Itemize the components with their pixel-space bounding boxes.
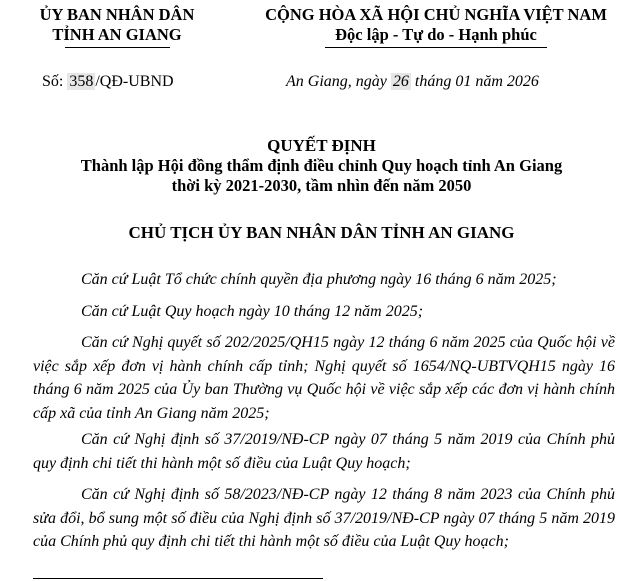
legal-basis-paragraph: Căn cứ Nghị định số 37/2019/NĐ-CP ngày 07 tháng 5 năm 2019 của Chính phủ quy định chi tiết thi hành một số điều của Luật Quy hoạch; <box>33 431 615 472</box>
legal-basis-paragraph: Căn cứ Luật Tổ chức chính quyền địa phương ngày 16 tháng 6 năm 2025; <box>81 271 557 288</box>
issuing-authority-line1: ỦY BAN NHÂN DÂN <box>39 5 195 24</box>
document-number-value[interactable]: 358 <box>69 73 94 90</box>
issue-date-rest: tháng 01 năm 2026 <box>414 73 539 90</box>
issuing-official: CHỦ TỊCH ỦY BAN NHÂN DÂN TỈNH AN GIANG <box>128 223 515 242</box>
nation-name: CỘNG HÒA XÃ HỘI CHỦ NGHĨA VIỆT NAM <box>265 5 607 24</box>
issuing-authority-line2: TỈNH AN GIANG <box>52 25 182 44</box>
legal-basis-paragraph: Căn cứ Nghị định số 58/2023/NĐ-CP ngày 12 tháng 8 năm 2023 của Chính phủ sửa đổi, bổ sung một số điều của Nghị định số 37/2019/NĐ-CP ngày 07 tháng 5 năm 2019 của Chính phủ quy định chi tiết thi hành một số điều của Luật Quy hoạch; <box>33 486 615 550</box>
legal-basis-paragraph: Căn cứ Nghị quyết số 202/2025/QH15 ngày 12 tháng 6 năm 2025 của Quốc hội về việc sắp xếp đơn vị hành chính cấp tỉnh; Nghị quyết số 1654/NQ-UBTVQH15 ngày 16 tháng 6 năm 2025 của Ủy ban Thường vụ Quốc hội về việc sắp xếp các đơn vị hành chính cấp xã của tỉnh An Giang năm 2025; <box>33 334 615 422</box>
issue-date <box>286 73 539 91</box>
authority-underline <box>65 47 170 48</box>
document-number-suffix: /QĐ-UBND <box>95 73 174 90</box>
legal-basis-paragraph: Căn cứ Luật Quy hoạch ngày 10 tháng 12 năm 2025; <box>81 303 424 320</box>
motto: Độc lập - Tự do - Hạnh phúc <box>335 25 537 44</box>
document-number <box>42 73 174 91</box>
document-number-prefix: Số: <box>42 73 64 90</box>
document-subject-line2: thời kỳ 2021-2030, tầm nhìn đến năm 2050 <box>171 176 472 195</box>
issuing-authority <box>8 5 226 48</box>
document-subject-line1: Thành lập Hội đồng thẩm định điều chỉnh Quy hoạch tỉnh An Giang <box>80 156 563 175</box>
national-motto <box>236 5 636 48</box>
motto-underline <box>325 47 547 48</box>
issue-date-place: An Giang, ngày <box>286 73 387 90</box>
document-type: QUYẾT ĐỊNH <box>267 136 376 155</box>
issue-date-day[interactable]: 26 <box>392 73 409 90</box>
footnote-separator <box>33 578 323 579</box>
